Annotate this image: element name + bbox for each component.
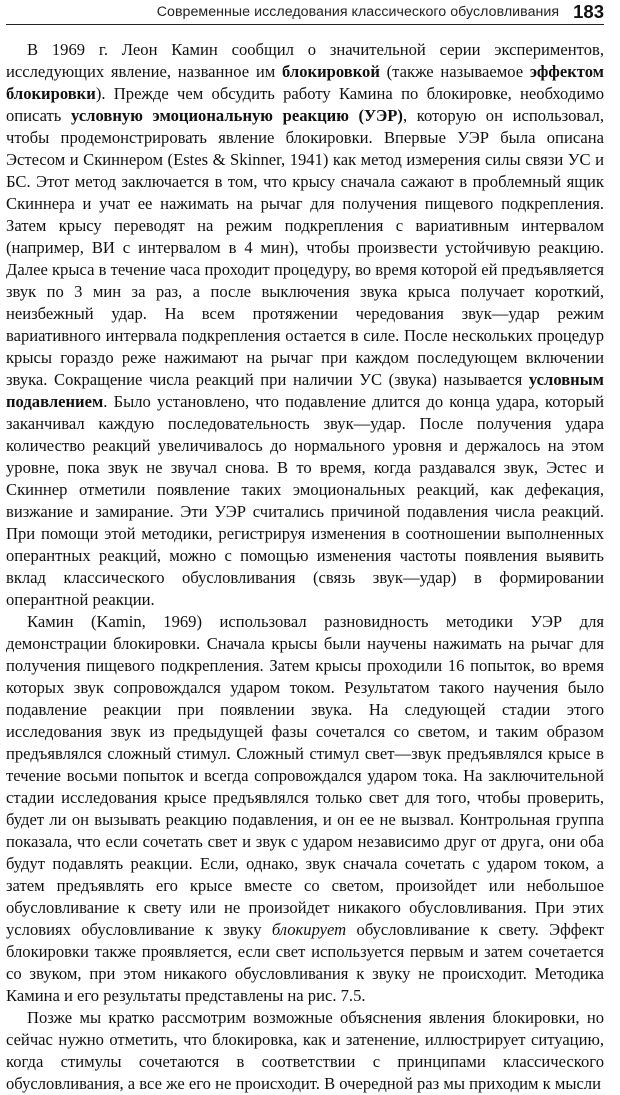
bold-term: условным подавлением [6, 370, 604, 411]
running-title: Современные исследования классического обусловливания [156, 4, 560, 20]
text-run: В 1969 г. Леон Камин сообщил о значительной серии экспериментов, исследующих явление, названное им [6, 40, 604, 81]
bold-term: условную эмоциональную реакцию (УЭР) [71, 106, 403, 125]
paragraph [6, 39, 604, 611]
page-number: 183 [573, 1, 604, 22]
text-run: обусловливание к свету. Эффект блокировки также проявляется, если свет используется первым и затем сочетается со звуком, при этом никакого обусловливания к звуку не происходит. Методика Камина и его результаты представлены на рис. 7.5. [6, 920, 604, 1005]
bold-term: блокировкой [282, 62, 380, 81]
running-head [6, 0, 604, 25]
text-run: Камин (Kamin, 1969) использовал разновидность методики УЭР для демонстрации блокировки. Сначала крысы были научены нажимать на рычаг для получения пищевого подкрепления. Затем крысы проходили 16 попыток, во время которых звук сопровождался ударом током. Результатом такого научения было подавление реакции при появлении звука. На следующей стадии этого исследования звук из предыдущей фазы сочетался со светом, и таким образом предъявлялся сложный стимул. Сложный стимул свет—звук предъявлялся крысе в течение восьми попыток и всегда сопровождался ударом тока. На заключительной стадии исследования крысе предъявлялся только свет для того, чтобы проверить, будет ли он вызывать реакцию подавления, и он ее не вызвал. Контрольная группа показала, что если сочетать свет и звук с ударом независимо друг от друга, они оба будут подавлять реакции. Если, однако, звук сначала сочетать с ударом током, а затем предъявлять его крысе вместе со светом, произойдет или небольшое обусловливание к свету или не произойдет никакого обусловливания. При этих условиях обусловливание к звуку [6, 612, 604, 939]
body-text [6, 39, 604, 1095]
text-run: Позже мы кратко рассмотрим возможные объяснения явления блокировки, но сейчас нужно отметить, что блокировка, как и затенение, иллюстрирует ситуацию, когда стимулы сочетаются в соответствии с принципами классического обусловливания, а все же его не происходит. В очередной раз мы приходим к мысли [6, 1008, 604, 1093]
text-run: . Было установлено, что подавление длится до конца удара, который заканчивал каждую последовательность звук—удар. После получения удара количество реакций увеличивалось до нормального уровня и держалось на этом уровне, пока звук не звучал снова. В то время, когда раздавался звук, Эстес и Скиннер отметили появление таких эмоциональных реакций, как дефекация, визжание и замирание. Эти УЭР считались причиной подавления числа реакций. При помощи этой методики, регистрируя изменения в соотношении выполненных оперантных реакций, можно с помощью изменения частоты появления выявить вклад классического обусловливания (связь звук—удар) в формировании оперантной реакции. [6, 392, 604, 609]
bold-term: эффектом блокировки [6, 62, 604, 103]
paragraph [6, 1007, 604, 1095]
paragraph [6, 611, 604, 1007]
text-run: (также называемое [379, 62, 530, 81]
text-run: ). Прежде чем обсудить работу Камина по блокировке, необходимо описать [6, 84, 604, 125]
italic-term: блокирует [271, 920, 347, 939]
text-run: , которую он использовал, чтобы продемонстрировать явление блокировки. Впервые УЭР была описана Эстесом и Скиннером (Estes & Skinner, 1941) как метод измерения силы связи УС и БС. Этот метод заключается в том, что крысу сначала сажают в проблемный ящик Скиннера и учат ее нажимать на рычаг для получения пищевого подкрепления. Затем крысу переводят на режим подкрепления с вариативным интервалом (например, ВИ с интервалом в 4 мин), чтобы произвести устойчивую реакцию. Далее крыса в течение часа проходит процедуру, во время которой ей предъявляется звук по 3 мин за раз, а после выключения звука крыса получает короткий, неизбежный удар. На всем протяжении чередования звук—удар режим вариативного интервала подкрепления остается в силе. После нескольких процедур крысы гораздо реже нажимают на рычаг при каждом последующем включении звука. Сокращение числа реакций при наличии УС (звука) называется [6, 106, 604, 389]
